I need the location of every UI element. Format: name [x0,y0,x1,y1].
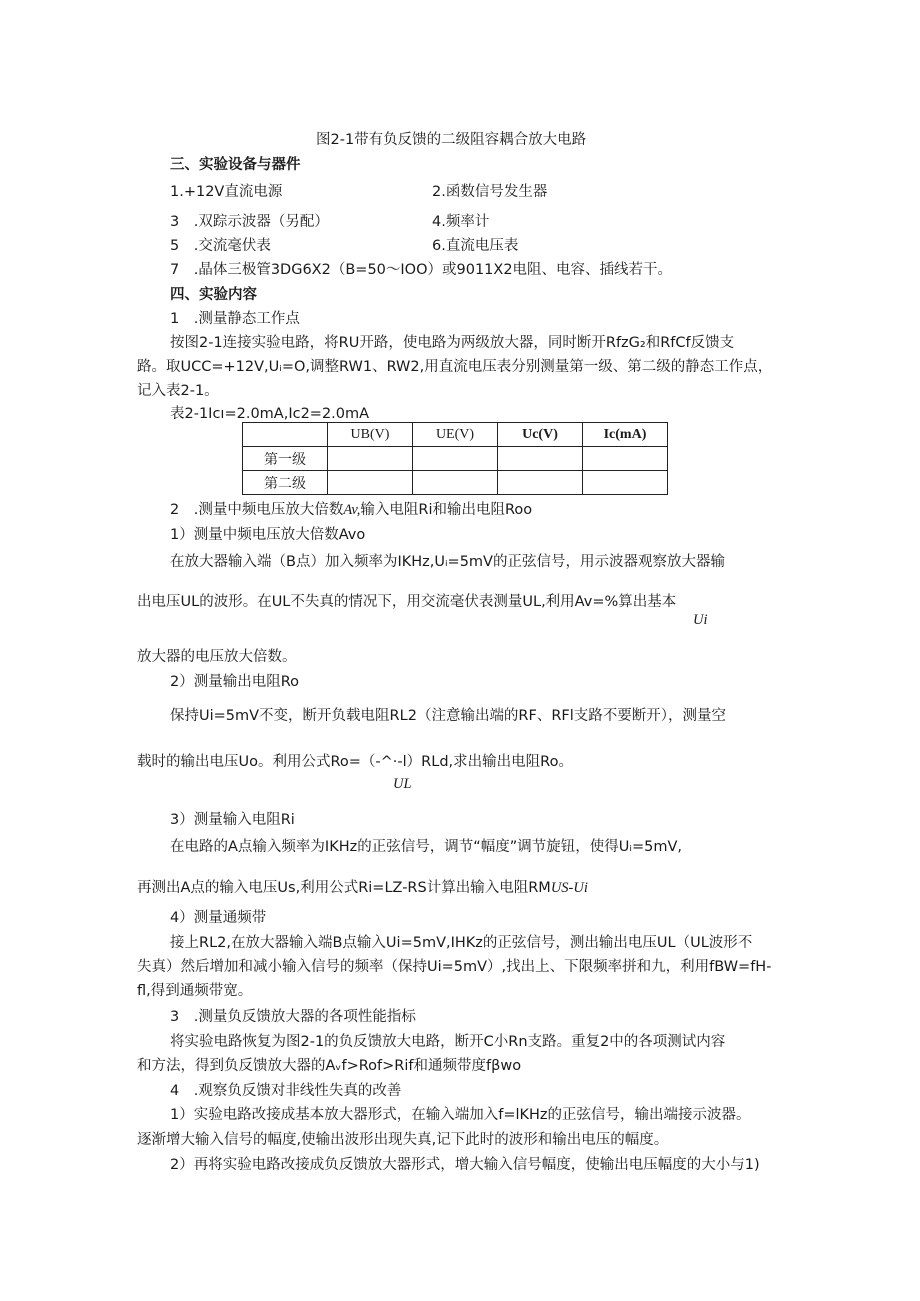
step-1-line-1: 按图2-1连接实验电路，将RU开路，使电路为两级放大器，同时断开RfzG₂和RfCf反馈支 [170,335,735,351]
table-cell [413,471,498,495]
step-2-4-line-2: 失真）然后增加和减小输入信号的频率（保持Ui=5mV）,找出上、下限频率拼和九，利用fBW=fH- [137,959,772,975]
table-cell [583,447,668,471]
section-3-heading: 三、实验设备与器件 [170,157,301,173]
step-2-title-b: 输入电阻Ri和输出电阻Roo [360,502,533,518]
table-header-cell: Uc(V) [498,423,583,447]
static-point-table [242,422,668,495]
table-cell: 第二级 [243,471,328,495]
table-header-cell [243,423,328,447]
step-2-3-line-2b: US-Ui [550,880,588,896]
table-cell [583,471,668,495]
equipment-item-5: 5 .交流毫伏表 [170,238,271,254]
table-cell: 第一级 [243,447,328,471]
step-4-title: 4 .观察负反馈对非线性失真的改善 [170,1083,402,1099]
step-2-3-title: 3）测量输入电阻Ri [170,812,295,828]
step-2-1-line-3: 放大器的电压放大倍数。 [137,649,297,665]
step-2-title-av: Av, [343,502,361,518]
table-row [243,447,668,471]
figure-caption: 图2-1带有负反馈的二级阻容耦合放大电路 [316,132,587,148]
step-1-line-3: 记入表2-1。 [137,383,219,399]
step-2-4-line-3: fl,得到通频带宽。 [137,983,253,999]
formula-denominator-ui: Ui [693,612,708,628]
step-3-line-2: 和方法，得到负反馈放大器的Aᵥf>Rof>Rif和通频带度fβwo [137,1058,522,1074]
table-cell [328,447,413,471]
step-2-2-line-2: 载时的输出电压Uo。利用公式Ro=（-^·-l）RLd,求出输出电阻Ro。 [137,754,573,770]
step-2-title-a: 2 .测量中频电压放大倍数 [170,502,344,518]
step-2-1-line-1: 在放大器输入端（B点）加入频率为IKHz,Uᵢ=5mV的正弦信号，用示波器观察放大器输 [170,554,725,570]
step-2-title [170,500,532,520]
table-cell [328,471,413,495]
step-3-title: 3 .测量负反馈放大器的各项性能指标 [170,1009,416,1025]
section-4-heading: 四、实验内容 [170,287,257,303]
equipment-item-4: 4.频率计 [432,214,490,230]
step-4-1-line-2: 逐渐增大输入信号的幅度,使输出波形出现失真,记下此时的波形和输出电压的幅度。 [137,1132,669,1148]
step-2-4-line-1: 接上RL2,在放大器输入端B点输入Ui=5mV,IHKz的正弦信号，测出输出电压UL（UL波形不 [170,935,753,951]
step-4-1-line-1: 1）实验电路改接成基本放大器形式，在输入端加入f=lKHz的正弦信号，输出端接示波器。 [170,1107,751,1123]
table-caption: 表2-1Icı=2.0mA,Ic2=2.0mA [170,406,370,422]
equipment-item-2: 2.函数信号发生器 [432,184,548,200]
step-1-line-2: 路。取UCC=+12V,Uᵢ=O,调整RW1、RW2,用直流电压表分别测量第一级、第二级的静态工作点， [137,359,773,375]
table-header-row [243,423,668,447]
table-row [243,471,668,495]
equipment-item-6: 6.直流电压表 [432,238,519,254]
step-2-3-line-2 [137,878,588,898]
table-header-cell: UE(V) [413,423,498,447]
table-header-cell: Ic(mA) [583,423,668,447]
equipment-item-3: 3 .双踪示波器（另配） [170,214,329,230]
table-cell [413,447,498,471]
step-2-2-line-1: 保持Ui=5mV不变，断开负载电阻RL2（注意输出端的RF、RFl支路不要断开），测量空 [170,708,727,724]
table-header-cell: UB(V) [328,423,413,447]
step-2-4-title: 4）测量通频带 [170,910,267,926]
table-cell [498,471,583,495]
step-2-2-title: 2）测量输出电阻Ro [170,674,300,690]
step-3-line-1: 将实验电路恢复为图2-1的负反馈放大电路，断开C小Rn支路。重复2中的各项测试内容 [170,1034,726,1050]
table-cell [498,447,583,471]
formula-denominator-ul: UL [393,776,412,792]
equipment-item-7: 7 .晶体三极管3DG6X2（B=50～IOO）或9011X2电阻、电容、插线若干。 [170,262,673,278]
step-2-1-line-2: 出电压UL的波形。在UL不失真的情况下，用交流毫伏表测量UL,利用Av=%算出基本 [137,594,677,610]
equipment-item-1: 1.+12V直流电源 [170,184,283,200]
step-2-3-line-2a: 再测出A点的输入电压Us,利用公式Ri=LZ-RS计算出输入电阻RM [137,880,551,896]
step-2-3-line-1: 在电路的A点输入频率为IKHz的正弦信号，调节“幅度”调节旋钮，使得Uᵢ=5mV, [170,839,682,855]
step-4-2-line-1: 2）再将实验电路改接成负反馈放大器形式，增大输入信号幅度，使输出电压幅度的大小与1) [170,1157,760,1173]
step-2-1-title: 1）测量中频电压放大倍数Avo [170,527,366,543]
step-1-title: 1 .测量静态工作点 [170,311,300,327]
